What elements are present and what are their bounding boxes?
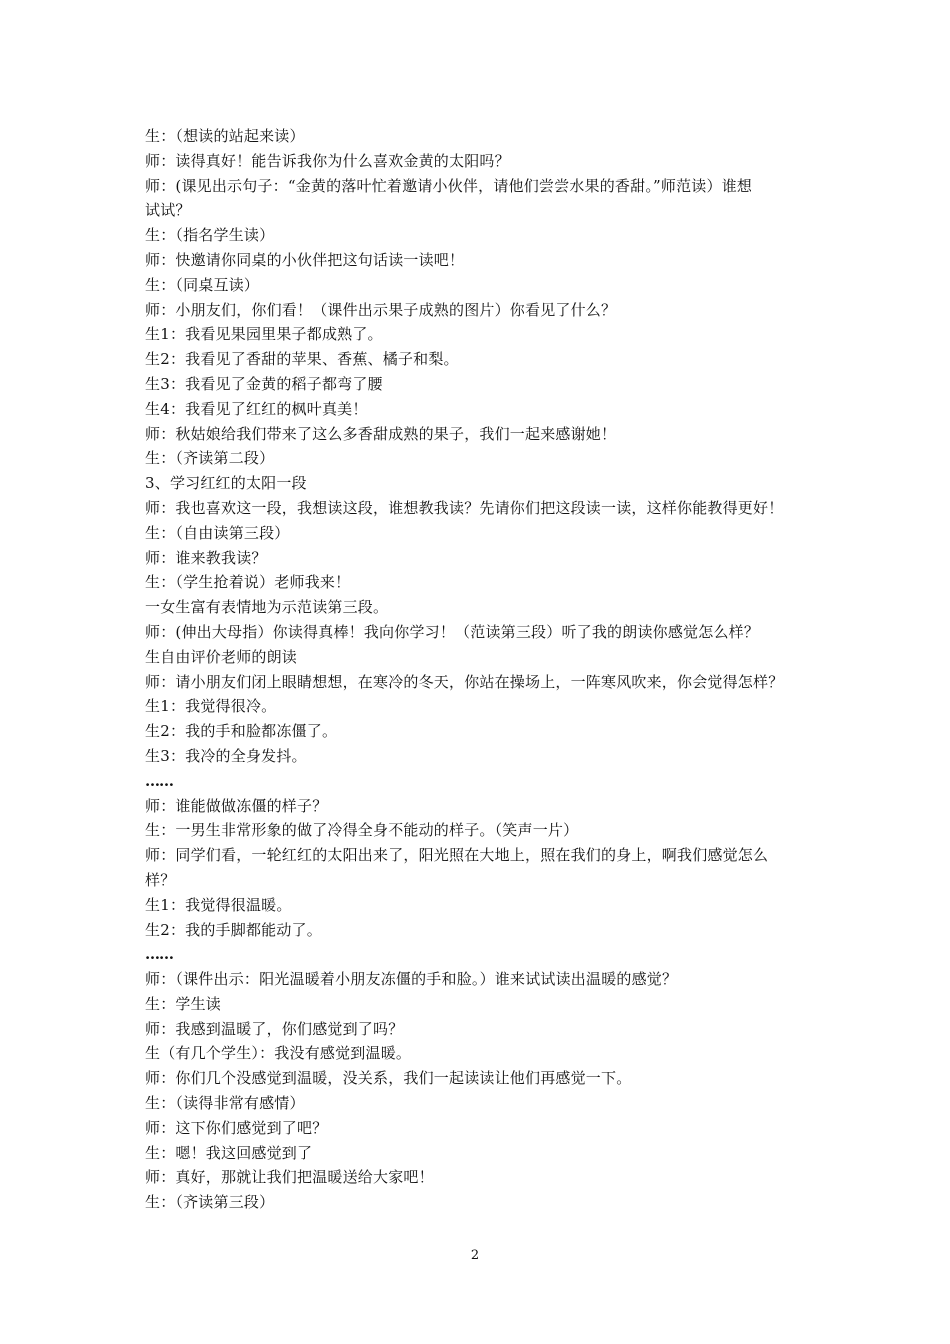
ellipsis-line: …… bbox=[145, 771, 173, 790]
text-line: 生（有几个学生）：我没有感觉到温暖。 bbox=[145, 1044, 412, 1063]
text-line: 师：秋姑娘给我们带来了这么多香甜成熟的果子，我们一起来感谢她！ bbox=[145, 424, 617, 443]
text-line: 生：（齐读第二段） bbox=[145, 449, 275, 468]
text-line: 生自由评价老师的朗读 bbox=[145, 647, 298, 666]
text-line: 师：读得真好！能告诉我你为什么喜欢金黄的太阳吗？ bbox=[145, 151, 510, 170]
text-line: 师：快邀请你同桌的小伙伴把这句话读一读吧！ bbox=[145, 250, 465, 269]
text-line: 师：请小朋友们闭上眼睛想想，在寒冷的冬天，你站在操场上，一阵寒风吹来，你会觉得怎样？ bbox=[145, 672, 784, 691]
text-line: 师：(课见出示句子：“金黄的落叶忙着邀请小伙伴，请他们尝尝水果的香甜。”师范读）谁想 bbox=[145, 176, 753, 195]
text-line: 生：（齐读第三段） bbox=[145, 1193, 275, 1212]
text-line: 生：（自由读第三段） bbox=[145, 523, 290, 542]
text-line: 生：（学生抢着说）老师我来！ bbox=[145, 573, 351, 592]
text-line: 师：真好，那就让我们把温暖送给大家吧！ bbox=[145, 1168, 434, 1187]
text-line: 师：谁能做做冻僵的样子？ bbox=[145, 796, 328, 815]
text-line: 生3：我冷的全身发抖。 bbox=[145, 746, 307, 765]
text-line: 生2：我的手脚都能动了。 bbox=[145, 920, 322, 939]
text-line: 生3：我看见了金黄的稻子都弯了腰 bbox=[145, 374, 383, 393]
text-line: 师：小朋友们，你们看！（课件出示果子成熟的图片）你看见了什么？ bbox=[145, 300, 617, 319]
page-number: 2 bbox=[470, 1248, 480, 1263]
text-line: 师：同学们看，一轮红红的太阳出来了，阳光照在大地上，照在我们的身上，啊我们感觉怎么 bbox=[145, 846, 769, 865]
ellipsis-line: …… bbox=[145, 945, 173, 964]
text-line: 试试？ bbox=[145, 201, 191, 220]
text-line: 生1：我看见果园里果子都成熟了。 bbox=[145, 325, 383, 344]
text-line: 师：（课件出示：阳光温暖着小朋友冻僵的手和脸。）谁来试试读出温暖的感觉？ bbox=[145, 970, 678, 989]
text-line: 生：学生读 bbox=[145, 994, 222, 1013]
text-line: 生：（读得非常有感情） bbox=[145, 1094, 305, 1113]
text-line: 生：嗯！我这回感觉到了 bbox=[145, 1143, 313, 1162]
text-line: 生1：我觉得很冷。 bbox=[145, 697, 277, 716]
text-line: 师：我感到温暖了，你们感觉到了吗？ bbox=[145, 1019, 404, 1038]
document-body bbox=[145, 124, 825, 1215]
section-heading: 3、学习红红的太阳一段 bbox=[145, 474, 307, 493]
text-line: 生：（同桌互读） bbox=[145, 275, 260, 294]
text-line: 师：你们几个没感觉到温暖，没关系，我们一起读读让他们再感觉一下。 bbox=[145, 1069, 632, 1088]
text-line: 师：这下你们感觉到了吧？ bbox=[145, 1118, 328, 1137]
text-line: 师：我也喜欢这一段，我想读这段，谁想教我读？先请你们把这段读一读，这样你能教得更好！ bbox=[145, 498, 784, 517]
text-line: 生：（想读的站起来读） bbox=[145, 127, 305, 145]
text-line: 生：一男生非常形象的做了冷得全身不能动的样子。（笑声一片） bbox=[145, 821, 579, 840]
text-line: 生2：我的手和脸都冻僵了。 bbox=[145, 722, 338, 741]
text-line: 师：谁来教我读？ bbox=[145, 548, 267, 567]
text-line: 一女生富有表情地为示范读第三段。 bbox=[145, 598, 389, 617]
text-line: 样？ bbox=[145, 870, 176, 889]
text-line: 生：（指名学生读） bbox=[145, 226, 275, 245]
text-line: 生1：我觉得很温暖。 bbox=[145, 895, 292, 914]
text-line: 生2：我看见了香甜的苹果、香蕉、橘子和梨。 bbox=[145, 350, 459, 369]
text-line: 师：(伸出大母指）你读得真棒！我向你学习！（范读第三段）听了我的朗读你感觉怎么样？ bbox=[145, 622, 760, 641]
text-line: 生4：我看见了红红的枫叶真美！ bbox=[145, 399, 368, 418]
